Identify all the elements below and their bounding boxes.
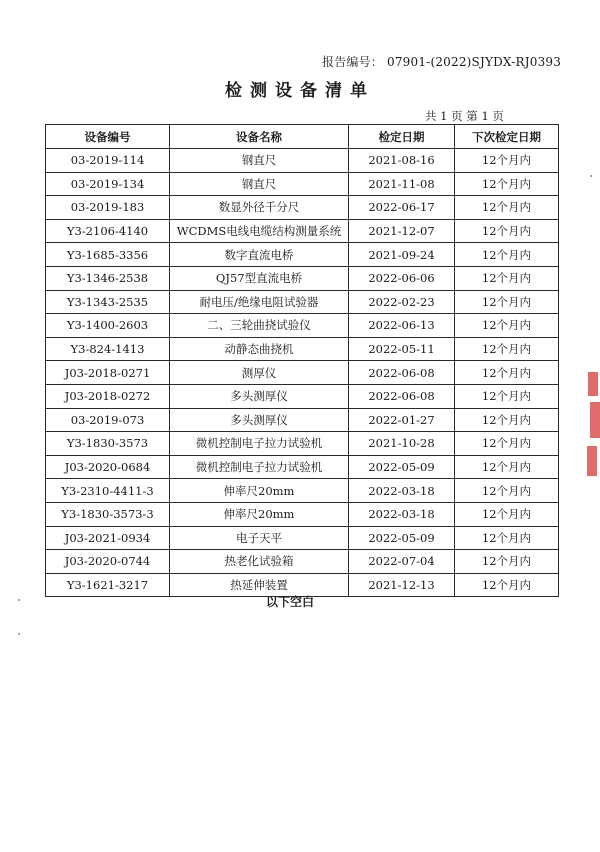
next-calibration-cell: 12个月内 [455,149,559,173]
equipment-name-cell: 伸率尺20mm [170,479,349,503]
equipment-name-cell: 钢直尺 [170,172,349,196]
column-header-equipment-id: 设备编号 [46,125,170,149]
blank-below-note: 以下空白 [265,595,314,609]
next-calibration-cell: 12个月内 [455,219,559,243]
table-row [46,432,559,456]
next-calibration-cell: 12个月内 [455,479,559,503]
table-row [46,408,559,432]
next-calibration-cell: 12个月内 [455,550,559,574]
calibration-date-cell: 2022-02-23 [349,290,455,314]
equipment-id-cell: Y3-1400-2603 [46,314,170,338]
table-row [46,219,559,243]
equipment-name-cell: 热老化试验箱 [170,550,349,574]
equipment-id-cell: 03-2019-134 [46,172,170,196]
calibration-date-cell: 2022-06-06 [349,266,455,290]
calibration-date-cell: 2021-12-13 [349,573,455,597]
equipment-id-cell: J03-2018-0272 [46,384,170,408]
equipment-table [45,124,559,597]
calibration-date-cell: 2022-03-18 [349,479,455,503]
equipment-name-cell: 测厚仪 [170,361,349,385]
calibration-date-cell: 2022-05-09 [349,455,455,479]
table-row [46,266,559,290]
calibration-date-cell: 2021-08-16 [349,149,455,173]
equipment-name-cell: 微机控制电子拉力试验机 [170,432,349,456]
equipment-id-cell: J03-2020-0684 [46,455,170,479]
next-calibration-cell: 12个月内 [455,337,559,361]
equipment-name-cell: 数显外径千分尺 [170,196,349,220]
next-calibration-cell: 12个月内 [455,314,559,338]
table-row [46,550,559,574]
equipment-name-cell: 钢直尺 [170,149,349,173]
equipment-id-cell: 03-2019-183 [46,196,170,220]
column-header-next-calibration: 下次检定日期 [455,125,559,149]
page-info: 共 1 页 第 1 页 [425,109,504,123]
calibration-date-cell: 2021-12-07 [349,219,455,243]
table-row [46,337,559,361]
equipment-id-cell: Y3-1830-3573-3 [46,502,170,526]
next-calibration-cell: 12个月内 [455,573,559,597]
calibration-date-cell: 2021-09-24 [349,243,455,267]
calibration-date-cell: 2022-06-08 [349,384,455,408]
table-row [46,243,559,267]
next-calibration-cell: 12个月内 [455,432,559,456]
table-row [46,526,559,550]
equipment-name-cell: QJ57型直流电桥 [170,266,349,290]
calibration-date-cell: 2021-10-28 [349,432,455,456]
table-row [46,361,559,385]
equipment-id-cell: 03-2019-114 [46,149,170,173]
equipment-id-cell: J03-2021-0934 [46,526,170,550]
calibration-date-cell: 2022-06-13 [349,314,455,338]
equipment-id-cell: 03-2019-073 [46,408,170,432]
equipment-id-cell: J03-2020-0744 [46,550,170,574]
report-number: 报告编号： 07901-(2022)SJYDX-RJ0393 [322,55,562,69]
next-calibration-cell: 12个月内 [455,290,559,314]
equipment-name-cell: 数字直流电桥 [170,243,349,267]
equipment-name-cell: 多头测厚仪 [170,384,349,408]
table-row [46,455,559,479]
equipment-id-cell: Y3-1621-3217 [46,573,170,597]
calibration-date-cell: 2022-06-08 [349,361,455,385]
table-row [46,290,559,314]
column-header-equipment-name: 设备名称 [170,125,349,149]
next-calibration-cell: 12个月内 [455,384,559,408]
next-calibration-cell: 12个月内 [455,502,559,526]
equipment-name-cell: 动静态曲挠机 [170,337,349,361]
equipment-name-cell: 电子天平 [170,526,349,550]
equipment-id-cell: Y3-1346-2538 [46,266,170,290]
next-calibration-cell: 12个月内 [455,408,559,432]
next-calibration-cell: 12个月内 [455,266,559,290]
equipment-name-cell: 多头测厚仪 [170,408,349,432]
equipment-name-cell: 耐电压/绝缘电阻试验器 [170,290,349,314]
document-title: 检测设备清单 [225,81,375,101]
equipment-name-cell: 微机控制电子拉力试验机 [170,455,349,479]
next-calibration-cell: 12个月内 [455,455,559,479]
scan-speck [18,599,20,601]
red-stamp-edge [584,372,600,482]
equipment-id-cell: Y3-1685-3356 [46,243,170,267]
calibration-date-cell: 2022-03-18 [349,502,455,526]
table-row [46,384,559,408]
table-row [46,172,559,196]
next-calibration-cell: 12个月内 [455,172,559,196]
scan-speck [590,175,592,177]
next-calibration-cell: 12个月内 [455,196,559,220]
equipment-id-cell: Y3-824-1413 [46,337,170,361]
next-calibration-cell: 12个月内 [455,243,559,267]
calibration-date-cell: 2022-07-04 [349,550,455,574]
equipment-name-cell: 热延伸装置 [170,573,349,597]
table-row [46,479,559,503]
equipment-id-cell: J03-2018-0271 [46,361,170,385]
calibration-date-cell: 2022-05-09 [349,526,455,550]
scan-speck [18,633,20,635]
table-body [46,149,559,597]
calibration-date-cell: 2022-06-17 [349,196,455,220]
equipment-id-cell: Y3-1830-3573 [46,432,170,456]
next-calibration-cell: 12个月内 [455,361,559,385]
table-row [46,502,559,526]
calibration-date-cell: 2022-05-11 [349,337,455,361]
column-header-calibration-date: 检定日期 [349,125,455,149]
equipment-id-cell: Y3-2106-4140 [46,219,170,243]
table-row [46,314,559,338]
next-calibration-cell: 12个月内 [455,526,559,550]
table-row [46,196,559,220]
table-header-row [46,125,559,149]
calibration-date-cell: 2021-11-08 [349,172,455,196]
equipment-id-cell: Y3-1343-2535 [46,290,170,314]
equipment-name-cell: 二、三轮曲挠试验仪 [170,314,349,338]
equipment-name-cell: 伸率尺20mm [170,502,349,526]
calibration-date-cell: 2022-01-27 [349,408,455,432]
equipment-name-cell: WCDMS电线电缆结构测量系统 [170,219,349,243]
equipment-id-cell: Y3-2310-4411-3 [46,479,170,503]
table-row [46,149,559,173]
